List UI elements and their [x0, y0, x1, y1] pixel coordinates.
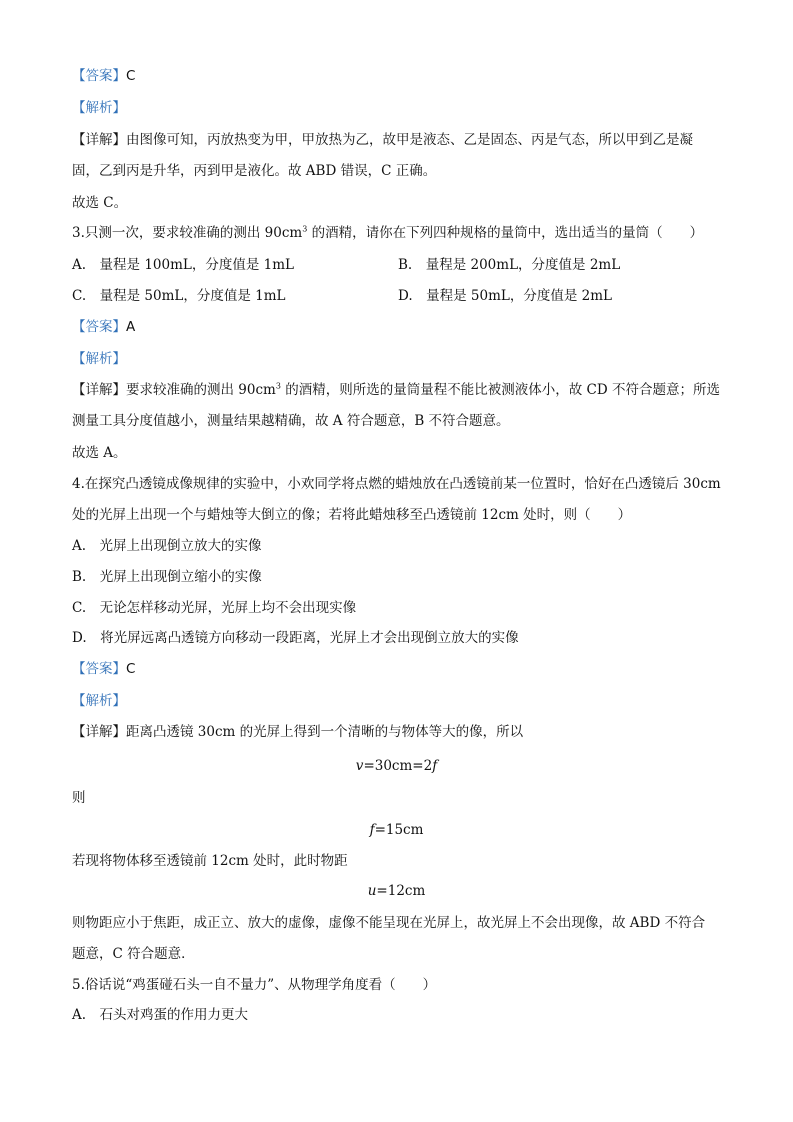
q4-option-c: C. 无论怎样移动光屏，光屏上均不会出现实像 — [72, 600, 357, 616]
q2-detail-line2: 固，乙到丙是升华，丙到甲是液化。故 ABD 错误，C 正确。 — [72, 163, 437, 179]
q2-answer-line — [72, 66, 135, 86]
answer-label: 【答案】 — [72, 68, 126, 84]
q3-option-c: C. 量程是 50mL，分度值是 1mL — [72, 288, 286, 304]
eq2-var: f — [369, 822, 375, 838]
q3-stem — [72, 223, 703, 243]
q3-conclusion: 故选 A。 — [72, 445, 127, 461]
q4-stem-line1: 4.在探究凸透镜成像规律的实验中，小欢同学将点燃的蜡烛放在凸透镜前某一位置时，恰好在凸透镜后 30cm — [72, 476, 721, 492]
eq1-mid: =30cm=2 — [363, 758, 433, 774]
q3-option-b: B. 量程是 200mL，分度值是 2mL — [398, 257, 621, 273]
eq3-rest: =12cm — [376, 883, 426, 899]
analysis-label: 【解析】 — [72, 351, 126, 367]
q3-detail-a: 要求较准确的测出 90cm — [126, 382, 276, 398]
q3-analysis-label — [72, 349, 126, 369]
answer-label: 【答案】 — [72, 661, 126, 677]
eq1-var: v — [355, 758, 364, 774]
eq2-rest: =15cm — [374, 822, 424, 838]
q4-answer-value: C — [126, 661, 136, 677]
q3-detail-line1 — [72, 380, 720, 400]
q4-option-b: B. 光屏上出现倒立缩小的实像 — [72, 569, 262, 585]
q4-detail-line3: 若现将物体移至透镜前 12cm 处时，此时物距 — [72, 853, 348, 869]
detail-label: 【详解】 — [72, 724, 126, 740]
q3-option-d: D. 量程是 50mL，分度值是 2mL — [398, 288, 613, 304]
q4-equation-3 — [0, 881, 793, 901]
answer-label: 【答案】 — [72, 319, 126, 335]
q3-stem-sup: 3 — [302, 224, 308, 234]
q4-detail-line4: 则物距应小于焦距，成正立、放大的虚像，虚像不能呈现在光屏上，故光屏上不会出现像，故 ABD 不符合 — [72, 915, 706, 931]
q4-option-d: D. 将光屏远离凸透镜方向移动一段距离，光屏上才会出现倒立放大的实像 — [72, 630, 519, 646]
q4-equation-2 — [0, 820, 793, 840]
detail-label: 【详解】 — [72, 132, 126, 148]
q3-option-a: A. 量程是 100mL，分度值是 1mL — [72, 257, 295, 273]
eq3-var: u — [367, 883, 377, 899]
q2-answer-value: C — [126, 68, 136, 84]
q4-then: 则 — [72, 790, 86, 806]
q4-detail-line5: 题意，C 符合题意． — [72, 946, 195, 962]
q2-detail-text1: 由图像可知，丙放热变为甲，甲放热为乙，故甲是液态、乙是固态、丙是气态，所以甲到乙是凝 — [126, 132, 693, 148]
eq1-end: f — [432, 758, 438, 774]
q5-stem: 5.俗话说“鸡蛋碰石头一自不量力”、从物理学角度看（ ） — [72, 977, 437, 993]
q4-detail-line1 — [72, 722, 523, 742]
analysis-label: 【解析】 — [72, 100, 126, 116]
q3-detail-line2: 测量工具分度值越小，测量结果越精确，故 A 符合题意，B 不符合题意。 — [72, 413, 510, 429]
q3-stem-b: 的酒精，请你在下列四种规格的量筒中，选出适当的量筒（ ） — [307, 225, 704, 241]
q3-answer-line — [72, 317, 135, 337]
q4-answer-line — [72, 659, 135, 679]
q4-detail-text1: 距离凸透镜 30cm 的光屏上得到一个清晰的与物体等大的像，所以 — [126, 724, 524, 740]
q4-equation-1 — [0, 756, 793, 776]
q2-detail-line1 — [72, 130, 693, 150]
q4-analysis-label — [72, 691, 126, 711]
q4-stem-line2: 处的光屏上出现一个与蜡烛等大倒立的像；若将此蜡烛移至凸透镜前 12cm 处时，则（ ） — [72, 507, 632, 523]
q2-analysis-label — [72, 98, 126, 118]
q2-conclusion: 故选 C。 — [72, 195, 128, 211]
q3-detail-sup: 3 — [275, 381, 281, 391]
q4-option-a: A. 光屏上出现倒立放大的实像 — [72, 538, 262, 554]
q3-answer-value: A — [126, 319, 136, 335]
q5-option-a: A. 石头对鸡蛋的作用力更大 — [72, 1007, 249, 1023]
detail-label: 【详解】 — [72, 382, 126, 398]
q3-stem-a: 3.只测一次，要求较准确的测出 90cm — [72, 225, 303, 241]
analysis-label: 【解析】 — [72, 693, 126, 709]
q3-detail-b: 的酒精，则所选的量筒量程不能比被测液体小，故 CD 不符合题意；所选 — [280, 382, 720, 398]
